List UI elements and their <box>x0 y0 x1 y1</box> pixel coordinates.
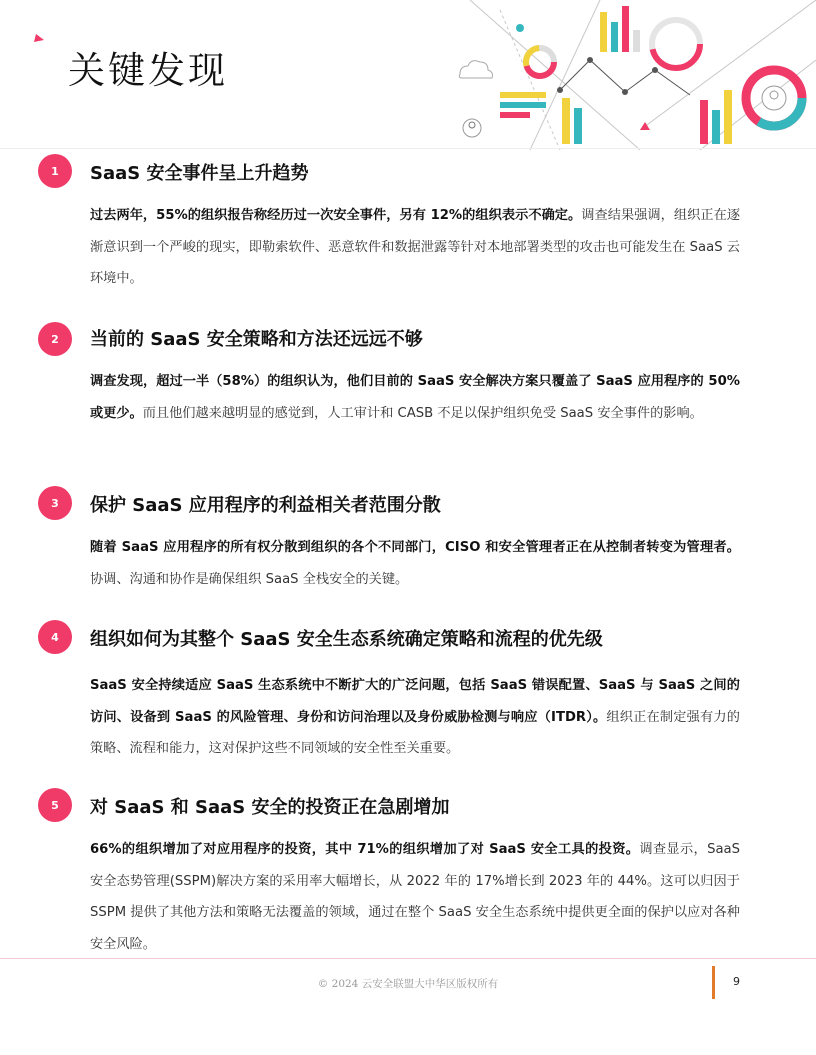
finding-lead: 随着 SaaS 应用程序的所有权分散到组织的各个不同部门，CISO 和安全管理者正在从控制者转变为管理者。 <box>90 540 740 555</box>
finding-text: 调查结果强调，组织正在逐渐意识到一个严峻的现实，即勒索软件、恶意软件和数据泄露等针对本地部署类型的攻击也可能发生在 SaaS 云环境中。 <box>90 208 741 286</box>
finding-heading: 保护 SaaS 应用程序的利益相关者范围分散 <box>90 495 441 516</box>
ring-chart-icon <box>652 20 700 68</box>
finding-body <box>90 366 740 429</box>
finding-number-badge: 1 <box>38 154 72 188</box>
progress-bars-icon <box>500 90 732 144</box>
finding-number-badge: 5 <box>38 788 72 822</box>
finding-text: 调查显示，SaaS 安全态势管理(SSPM)解决方案的采用率大幅增长，从 2022 年的 17%增长到 2023 年的 44%。这可以归因于 SSPM 提供了其他方法和策略无法覆盖的领域，通过在整个 SaaS 安全生态系统中提供更全面的保护以应对各种安全风险。 <box>90 842 740 952</box>
triangle-icon <box>34 34 44 42</box>
footer-divider <box>0 958 816 959</box>
finding-number-badge: 4 <box>38 620 72 654</box>
finding-lead: 过去两年，55%的组织报告称经历过一次安全事件，另有 12%的组织表示不确定。 <box>90 208 582 223</box>
finding-lead: 调查发现，超过一半（58%）的组织认为，他们目前的 SaaS 安全解决方案只覆盖了 SaaS 应用程序的 50%或更少。 <box>90 374 740 421</box>
cloud-icon <box>459 61 492 78</box>
finding-lead: SaaS 安全持续适应 SaaS 生态系统中不断扩大的广泛问题，包括 SaaS 错误配置、SaaS 与 SaaS 之间的访问、设备到 SaaS 的风险管理、身份和访问治理以及身份威胁检测与响应（ITDR）。 <box>90 678 740 725</box>
finding-number-badge: 2 <box>38 322 72 356</box>
finding-heading: 对 SaaS 和 SaaS 安全的投资正在急剧增加 <box>90 797 450 818</box>
finding-heading: 组织如何为其整个 SaaS 安全生态系统确定策略和流程的优先级 <box>90 629 603 650</box>
page-number: 9 <box>733 975 740 988</box>
finding-heading: SaaS 安全事件呈上升趋势 <box>90 163 309 184</box>
finding-heading: 当前的 SaaS 安全策略和方法还远远不够 <box>90 329 423 350</box>
footer-accent-bar <box>712 966 715 999</box>
finding-body <box>90 200 740 295</box>
finding-text: 组织正在制定强有力的策略、流程和能力，这对保护这些不同领域的安全性至关重要。 <box>90 709 740 756</box>
donut-chart-icon <box>516 24 554 76</box>
finding-lead: 66%的组织增加了对应用程序的投资，其中 71%的组织增加了对 SaaS 安全工具的投资。 <box>90 842 640 857</box>
finding-body <box>90 834 740 960</box>
user-avatar-icon <box>463 119 481 137</box>
large-ring-icon <box>746 70 802 126</box>
finding-number-badge: 3 <box>38 486 72 520</box>
page-title: 关键发现 <box>68 49 228 92</box>
finding-body <box>90 670 740 765</box>
finding-text: 协调、沟通和协作是确保组织 SaaS 全栈安全的关键。 <box>90 571 409 587</box>
bar-chart-icon <box>600 6 640 52</box>
header-divider <box>0 148 816 149</box>
finding-body <box>90 532 740 595</box>
finding-text: 而且他们越来越明显的感觉到，人工审计和 CASB 不足以保护组织免受 SaaS 安全事件的影响。 <box>142 405 703 421</box>
copyright-notice: © 2024 云安全联盟大中华区版权所有 <box>317 978 499 990</box>
